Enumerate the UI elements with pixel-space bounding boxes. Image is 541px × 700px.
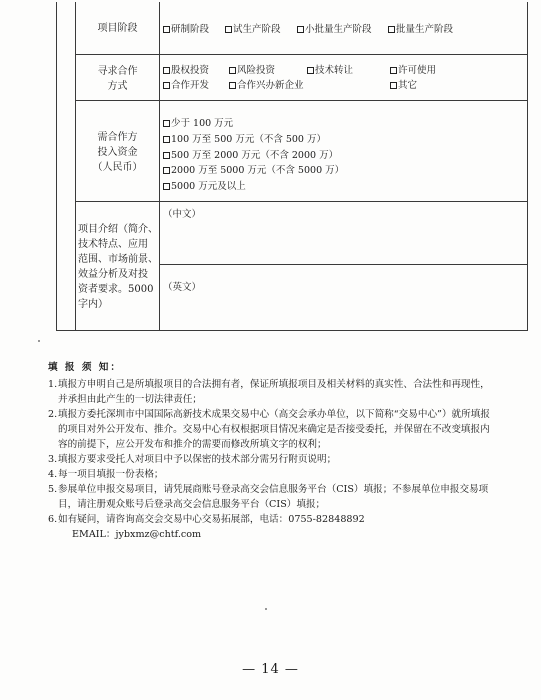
- instruction-item: 3. 填报方要求受托人对项目中予以保密的技术部分需另行附页说明；: [48, 454, 337, 465]
- invest-option-100-500[interactable]: 100 万至 500 万元（不含 500 万）: [163, 133, 326, 146]
- coop-option-equity[interactable]: 股权投资: [163, 64, 209, 77]
- intro-chinese-label: （中文）: [163, 209, 202, 220]
- checkbox-icon: [163, 152, 170, 159]
- checkbox-icon: [229, 67, 236, 74]
- invest-option-500-2000[interactable]: 500 万至 2000 万元（不含 2000 万）: [163, 149, 338, 162]
- contact-email[interactable]: EMAIL：jybxmz@chtf.com: [72, 529, 202, 540]
- coop-option-transfer[interactable]: 技术转让: [307, 64, 353, 77]
- investment-label-line: 投入资金: [97, 147, 138, 158]
- checkbox-icon: [163, 183, 170, 190]
- investment-label: [76, 130, 159, 175]
- intro-label-line: 字内）: [78, 299, 108, 310]
- row-divider: [75, 54, 528, 55]
- cooperation-label: [76, 64, 159, 94]
- stage-option-trial[interactable]: 试生产阶段: [225, 23, 281, 36]
- row-divider: [75, 100, 528, 101]
- checkbox-icon: [163, 26, 170, 33]
- coop-option-license[interactable]: 许可使用: [390, 64, 436, 77]
- instruction-item: 4. 每一项目填报一份表格；: [48, 469, 164, 480]
- page-number: — 14 —: [242, 662, 299, 677]
- checkbox-icon: [297, 26, 304, 33]
- coop-option-venture[interactable]: 风险投资: [229, 64, 275, 77]
- checkbox-icon: [390, 82, 397, 89]
- instructions-title: 填 报 须 知：: [48, 362, 122, 373]
- checkbox-icon: [390, 67, 397, 74]
- coop-option-new-enterprise[interactable]: 合作兴办新企业: [229, 79, 304, 92]
- checkbox-icon: [229, 82, 236, 89]
- checkbox-icon: [163, 167, 170, 174]
- stage-option-small-batch[interactable]: 小批量生产阶段: [297, 23, 372, 36]
- checkbox-icon: [163, 82, 170, 89]
- checkbox-icon: [163, 136, 170, 143]
- scan-speck: [38, 340, 40, 342]
- row-divider: [159, 264, 528, 265]
- cooperation-label-line: 方式: [107, 81, 128, 92]
- instruction-item: 5. 参展单位申报交易项目，请凭展商账号登录高交会信息服务平台（CIS）填报；不参展单位申报交易项目，请注册观众账号后登录高交会信息服务平台（CIS）填报；: [48, 484, 489, 510]
- checkbox-icon: [163, 120, 170, 127]
- instruction-item: 2. 填报方委托深圳市中国国际高新技术成果交易中心（高交会承办单位，以下简称“交易中心”）就所填报的项目对外公开发布、推介。交易中心有权根据项目情况来确定是否接受委托，并保留在不改变填报内容的前提下，应公开发布和推介的需要而修改所填文字的权利；: [48, 409, 490, 450]
- intro-label: [78, 222, 160, 312]
- instruction-item: 1. 填报方申明自己是所填报项目的合法拥有者，保证所填报项目及相关材料的真实性、合法性和再现性，并承担由此产生的一切法律责任；: [48, 379, 490, 405]
- intro-label-line: 范围、市场前景、: [78, 254, 158, 265]
- investment-label-line: （人民币）: [92, 162, 143, 173]
- intro-chinese-field[interactable]: [163, 220, 523, 260]
- checkbox-icon: [225, 26, 232, 33]
- filling-instructions: [48, 360, 498, 542]
- intro-english-field[interactable]: [163, 293, 523, 327]
- intro-english-label: （英文）: [163, 282, 202, 293]
- checkbox-icon: [388, 26, 395, 33]
- stage-option-research[interactable]: 研制阶段: [163, 23, 209, 36]
- intro-label-line: 资者要求。5000: [78, 284, 154, 295]
- coop-option-joint-dev[interactable]: 合作开发: [163, 79, 209, 92]
- stage-option-mass[interactable]: 批量生产阶段: [388, 23, 453, 36]
- invest-option-2000-5000[interactable]: 2000 万至 5000 万元（不含 5000 万）: [163, 164, 344, 177]
- invest-option-under-100[interactable]: 少于 100 万元: [163, 117, 233, 130]
- cooperation-label-line: 寻求合作: [97, 66, 138, 77]
- intro-label-line: 技术特点、应用: [78, 239, 148, 250]
- row-divider: [75, 201, 528, 202]
- invest-option-over-5000[interactable]: 5000 万元及以上: [163, 180, 246, 193]
- instruction-item: 6. 如有疑问，请咨询高交会交易中心交易拓展部，电话：0755-82848892: [48, 514, 365, 525]
- checkbox-icon: [163, 67, 170, 74]
- intro-label-line: 项目介绍（简介、: [78, 224, 158, 235]
- coop-option-other[interactable]: 其它: [390, 79, 417, 92]
- intro-label-line: 效益分析及对投: [78, 269, 148, 280]
- checkbox-icon: [307, 67, 314, 74]
- scan-speck: [265, 608, 267, 610]
- investment-label-line: 需合作方: [97, 132, 138, 143]
- stage-label: 项目阶段: [97, 23, 138, 34]
